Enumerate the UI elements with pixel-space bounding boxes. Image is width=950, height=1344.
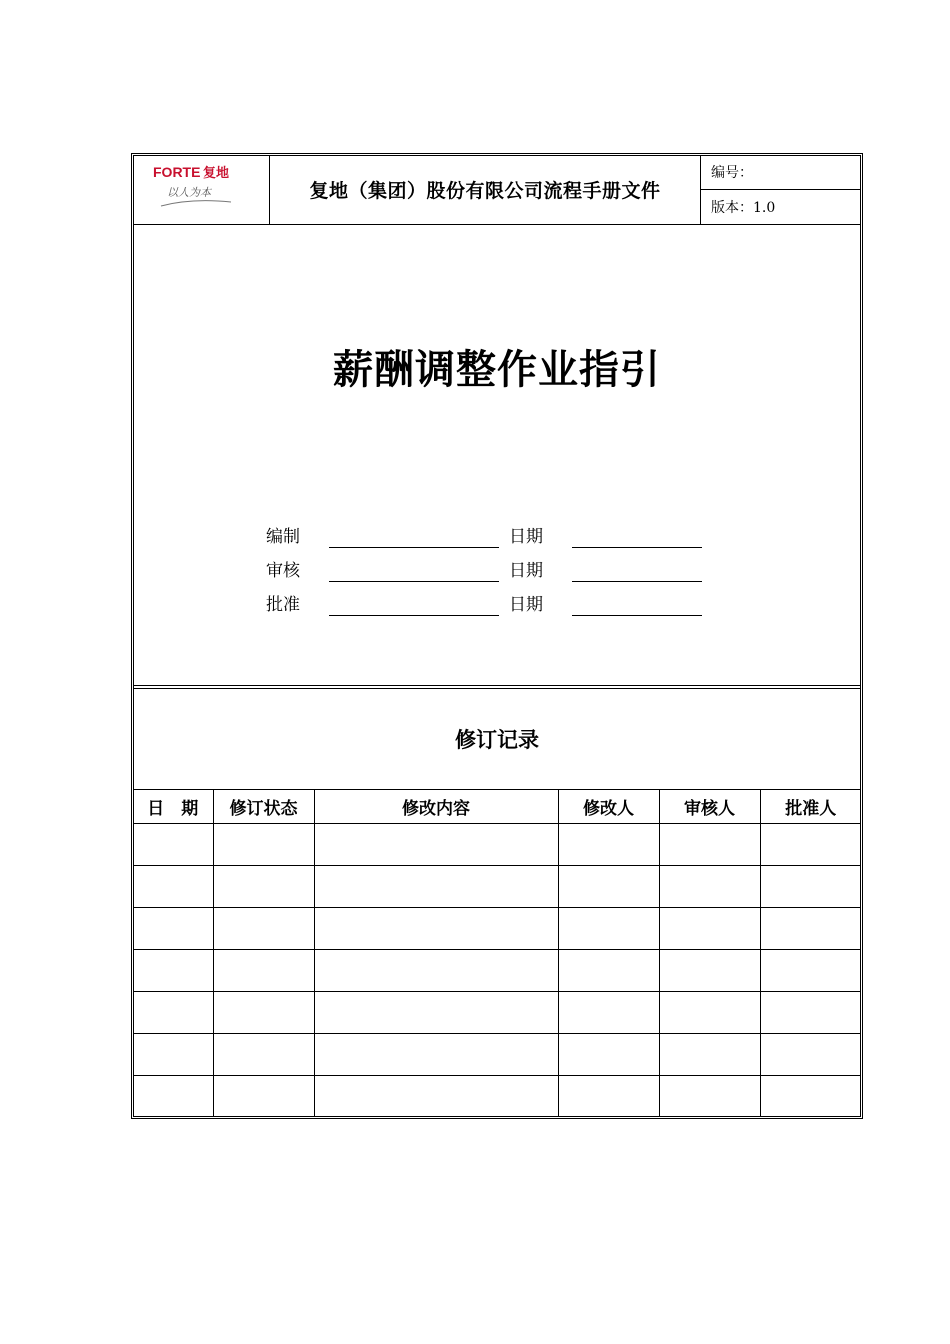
table-cell[interactable]: [558, 1076, 659, 1118]
date-line[interactable]: [572, 581, 702, 582]
signoff-date-label: 日期: [509, 527, 543, 547]
table-cell[interactable]: [314, 824, 558, 866]
logo-cell: [133, 155, 270, 224]
table-cell[interactable]: [659, 1076, 760, 1118]
table-cell[interactable]: [760, 950, 861, 992]
table-cell[interactable]: [133, 950, 213, 992]
table-cell[interactable]: [558, 824, 659, 866]
revision-table: [133, 789, 861, 1117]
signature-line[interactable]: [329, 615, 499, 616]
table-cell[interactable]: [558, 950, 659, 992]
table-cell[interactable]: [314, 1034, 558, 1076]
table-cell[interactable]: [213, 950, 314, 992]
signoff-date-label: 日期: [509, 561, 543, 581]
table-cell[interactable]: [659, 1034, 760, 1076]
table-cell[interactable]: [133, 1076, 213, 1118]
table-row: [133, 866, 861, 908]
signoff-row-approved: [266, 590, 706, 616]
svg-text:以人为本: 以人为本: [167, 186, 211, 199]
column-header: 日 期: [133, 790, 213, 824]
document-title: 薪酬调整作业指引: [333, 346, 661, 393]
table-row: [133, 992, 861, 1034]
revision-title: 修订记录: [455, 727, 539, 752]
table-cell[interactable]: [213, 824, 314, 866]
table-cell[interactable]: [659, 950, 760, 992]
table-cell[interactable]: [760, 992, 861, 1034]
company-title: 复地（集团）股份有限公司流程手册文件: [270, 155, 701, 224]
table-cell[interactable]: [659, 992, 760, 1034]
table-row: [133, 908, 861, 950]
table-cell[interactable]: [558, 1034, 659, 1076]
document-version: 版本：1.0: [711, 200, 776, 216]
signoff-role: 批准: [266, 595, 300, 615]
table-cell[interactable]: [760, 866, 861, 908]
document-number: 编号：: [701, 155, 861, 190]
table-cell[interactable]: [133, 1034, 213, 1076]
table-cell[interactable]: [133, 866, 213, 908]
table-cell[interactable]: [760, 1034, 861, 1076]
column-header: 修改内容: [314, 790, 558, 824]
table-cell[interactable]: [314, 950, 558, 992]
revision-header-row: [133, 790, 861, 824]
table-cell[interactable]: [659, 866, 760, 908]
table-cell[interactable]: [760, 824, 861, 866]
table-cell[interactable]: [213, 1034, 314, 1076]
table-cell[interactable]: [133, 824, 213, 866]
table-row: [133, 824, 861, 866]
column-header: 批准人: [760, 790, 861, 824]
date-line[interactable]: [572, 615, 702, 616]
signoff-row-prepared: [266, 522, 706, 548]
signature-line[interactable]: [329, 581, 499, 582]
document-header: [133, 155, 861, 225]
table-cell[interactable]: [213, 992, 314, 1034]
table-cell[interactable]: [314, 866, 558, 908]
svg-text:复地: 复地: [203, 166, 230, 181]
meta-cell: [701, 155, 861, 224]
table-cell[interactable]: [760, 1076, 861, 1118]
table-cell[interactable]: [213, 1076, 314, 1118]
table-cell[interactable]: [760, 908, 861, 950]
signoff-row-reviewed: [266, 556, 706, 582]
date-line[interactable]: [572, 547, 702, 548]
forte-logo: [151, 162, 251, 214]
section-divider: [133, 688, 861, 689]
table-cell[interactable]: [133, 908, 213, 950]
table-cell[interactable]: [659, 908, 760, 950]
table-cell[interactable]: [314, 908, 558, 950]
table-cell[interactable]: [558, 992, 659, 1034]
section-divider: [133, 685, 861, 686]
column-header: 修改人: [558, 790, 659, 824]
signoff-role: 编制: [266, 527, 300, 547]
svg-text:FORTE: FORTE: [153, 164, 201, 180]
column-header: 修订状态: [213, 790, 314, 824]
signoff-role: 审核: [266, 561, 300, 581]
table-row: [133, 1076, 861, 1118]
table-cell[interactable]: [558, 908, 659, 950]
signature-line[interactable]: [329, 547, 499, 548]
column-header: 审核人: [659, 790, 760, 824]
table-row: [133, 1034, 861, 1076]
table-cell[interactable]: [133, 992, 213, 1034]
table-cell[interactable]: [213, 866, 314, 908]
table-cell[interactable]: [314, 1076, 558, 1118]
table-cell[interactable]: [558, 866, 659, 908]
signoff-date-label: 日期: [509, 595, 543, 615]
table-cell[interactable]: [314, 992, 558, 1034]
table-row: [133, 950, 861, 992]
table-cell[interactable]: [213, 908, 314, 950]
table-cell[interactable]: [659, 824, 760, 866]
